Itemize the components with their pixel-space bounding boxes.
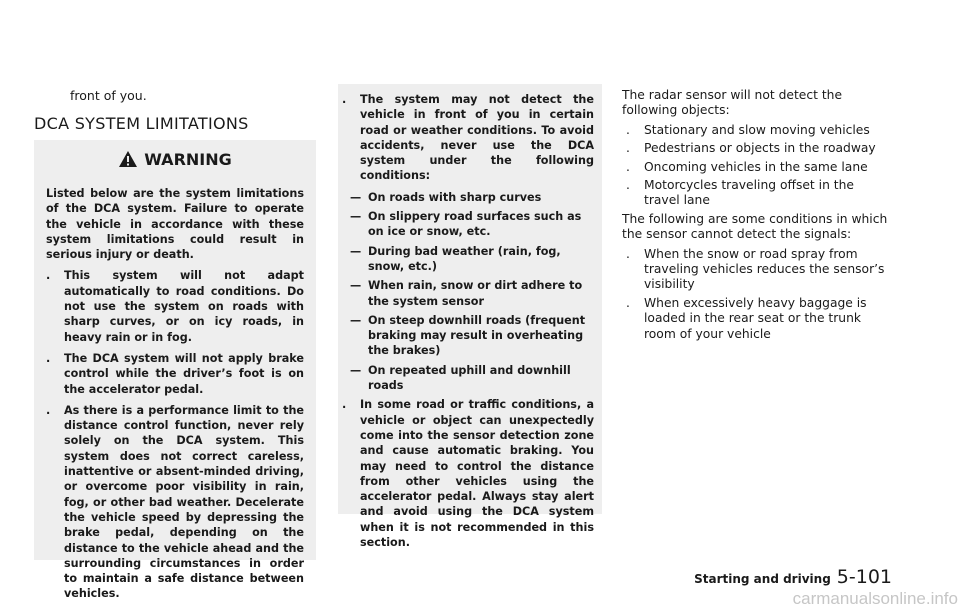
continuation-text: front of you. (70, 88, 147, 103)
condition-item: — On roads with sharp curves (350, 190, 542, 204)
warning-box (34, 140, 316, 601)
watermark: carmanualsonline.info (792, 589, 958, 608)
section-title: DCA SYSTEM LIMITATIONS (34, 114, 249, 133)
object-item: . Motorcycles traveling offset in the travel lane (626, 178, 854, 208)
footer-section: Starting and driving (694, 572, 831, 586)
signal-intro: The following are some conditions in which the sensor cannot detect the signals: (622, 211, 888, 242)
object-item: . Oncoming vehicles in the same lane (626, 159, 868, 174)
condition-item: — On slippery road surfaces such as on ice or snow, etc. (350, 210, 582, 239)
radar-intro: The radar sensor will not detect the following objects: (622, 88, 843, 118)
warning-heading: WARNING (144, 150, 232, 169)
warning-bullet: . The system may not detect the vehicle in front of you in certain road or weather conditions. To avoid accidents, never use the DCA system under the following conditions: (342, 93, 594, 183)
warning-intro: Listed below are the system limitations of the DCA system. Failure to operate the vehicle in accordance with these system limitations could result in serious injury or death. (46, 187, 304, 262)
condition-item: . When excessively heavy baggage is loaded in the rear seat or the trunk room of your vehicle (626, 295, 867, 341)
warning-heading-row (34, 150, 316, 169)
warning-bullet: . This system will not adapt automatically to road conditions. Do not use the system on roads with sharp curves, or on icy roads, in heavy rain or in fog. (46, 269, 304, 344)
warning-bullet: . The DCA system will not apply brake control while the driver’s foot is on the accelerator pedal. (46, 351, 304, 396)
warning-box-continued (338, 84, 602, 550)
warning-triangle-icon (118, 150, 138, 168)
warning-bullet: . As there is a performance limit to the distance control function, never rely solely on the DCA system. This system does not correct careless, inattentive or absent-minded driving, or overcome poor visibility in rain, fog, or other bad weather. Decelerate the vehicle speed by depressing the brake pedal, depending on the distance to the vehicle ahead and the surrounding circumstances in order to maintain a safe distance between vehicles. (46, 403, 304, 601)
warning-body (46, 186, 304, 608)
page-number: 5-101 (836, 566, 892, 588)
condition-item: — On steep downhill roads (frequent braking may result in overheating the brakes) (350, 313, 586, 358)
warning-bullet: . In some road or traffic conditions, a vehicle or object can unexpectedly come into the sensor detection zone and cause automatic braking. You may need to control the distance from other vehicles using the accelerator pedal. Always stay alert and avoid using the DCA system when it is not recommended in this section. (342, 398, 594, 550)
condition-item: — When rain, snow or dirt adhere to the system sensor (350, 279, 583, 308)
radar-limitations-column (622, 88, 892, 345)
condition-item: . When the snow or road spray from traveling vehicles reduces the sensor’s visibility (626, 246, 885, 292)
condition-item: — On repeated uphill and downhill roads (350, 363, 571, 393)
warning-continued-body (342, 92, 594, 556)
object-item: . Stationary and slow moving vehicles (626, 122, 870, 137)
condition-item: — During bad weather (rain, fog, snow, etc.) (350, 244, 561, 273)
page-footer (694, 566, 892, 588)
object-item: . Pedestrians or objects in the roadway (626, 141, 876, 156)
